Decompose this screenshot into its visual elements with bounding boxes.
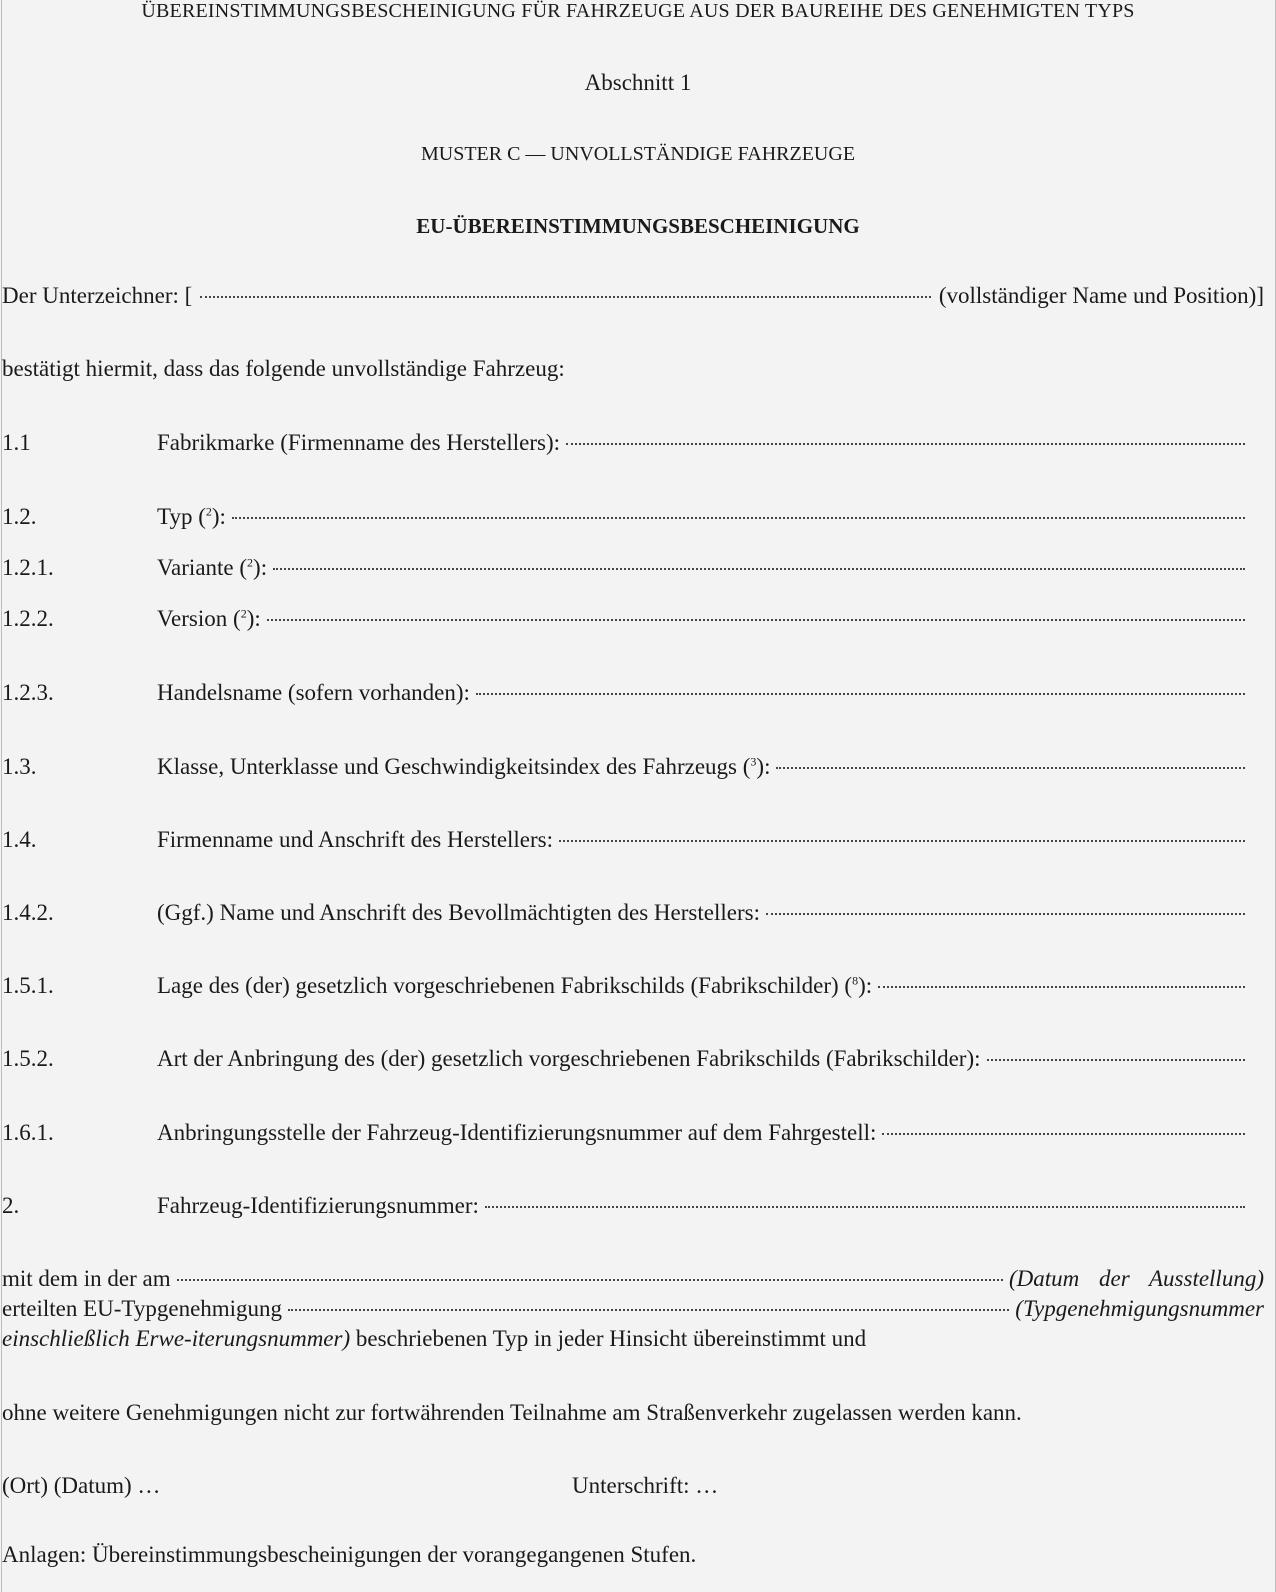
place-date-field[interactable]: (Ort) (Datum) …	[2, 1473, 161, 1498]
item-label-tail: ):	[756, 754, 771, 779]
item-fill-line[interactable]	[987, 1058, 1245, 1061]
item-label-main: Variante (	[157, 555, 248, 580]
item-number: 1.6.1.	[2, 1120, 54, 1145]
form-item-row	[0, 430, 1245, 460]
approval-date-fill-line[interactable]	[177, 1278, 1003, 1281]
intro-text: bestätigt hiermit, dass das folgende unvollständige Fahrzeug:	[2, 356, 565, 381]
item-label-text	[157, 504, 226, 530]
item-label-text	[157, 555, 267, 581]
approval-number-fill-line[interactable]	[288, 1308, 1009, 1311]
form-item-row	[0, 555, 1245, 585]
item-label	[157, 900, 1245, 926]
item-fill-line[interactable]	[273, 567, 1245, 570]
form-item-row	[0, 1193, 1245, 1223]
item-label-text	[157, 430, 560, 456]
item-label	[157, 504, 1245, 530]
form-item-row	[0, 606, 1245, 636]
item-label-main: Art der Anbringung des (der) gesetzlich vorgeschriebenen Fabrikschilds (Fabrikschilder):	[157, 1046, 981, 1071]
item-number: 1.4.	[2, 827, 37, 852]
item-label-text	[157, 1120, 876, 1146]
item-number: 1.2.3.	[2, 680, 54, 705]
item-label	[157, 606, 1245, 632]
item-label-text	[157, 680, 470, 706]
item-label-text	[157, 1193, 479, 1219]
signer-label: Der Unterzeichner: [	[2, 283, 193, 308]
item-label-main: Firmenname und Anschrift des Herstellers:	[157, 827, 554, 852]
item-label-text	[157, 973, 872, 999]
footnote-marker: 8	[852, 973, 859, 988]
item-number: 1.1	[2, 430, 31, 455]
approval-date-note: (Datum der Ausstellung)	[1008, 1266, 1264, 1291]
item-number: 1.2.2.	[2, 606, 54, 631]
item-label-main: Version (	[157, 606, 241, 631]
item-number: 1.2.	[2, 504, 37, 529]
signature-field[interactable]: Unterschrift: …	[572, 1473, 719, 1498]
form-item-row	[0, 680, 1245, 710]
approval-line-1	[2, 1266, 1264, 1292]
item-label-main: Fabrikmarke (Firmenname des Herstellers):	[157, 430, 561, 455]
item-label-tail: ):	[211, 504, 226, 529]
form-item-row	[0, 504, 1245, 534]
item-fill-line[interactable]	[882, 1132, 1245, 1135]
item-number: 1.5.2.	[2, 1046, 54, 1071]
conclusion-text: ohne weitere Genehmigungen nicht zur fortwährenden Teilnahme am Straßenverkehr zugelassen werden kann.	[2, 1400, 1022, 1425]
item-label-tail: ):	[246, 606, 261, 631]
item-label	[157, 1046, 1245, 1072]
item-fill-line[interactable]	[566, 442, 1245, 445]
approval-line-3-text: beschriebenen Typ in jeder Hinsicht übereinstimmt und	[350, 1326, 867, 1351]
item-fill-line[interactable]	[766, 912, 1245, 915]
item-number: 1.2.1.	[2, 555, 54, 580]
extension-number-note: einschließlich Erwe-iterungsnummer)	[2, 1326, 351, 1351]
item-number: 1.5.1.	[2, 973, 54, 998]
item-label-main: Handelsname (sofern vorhanden):	[157, 680, 470, 705]
item-label-text	[157, 900, 760, 926]
approval-line-2	[2, 1296, 1264, 1322]
item-label	[157, 430, 1245, 456]
item-label-main: (Ggf.) Name und Anschrift des Bevollmächtigten des Herstellers:	[157, 900, 760, 925]
certificate-title: EU-ÜBEREINSTIMMUNGSBESCHEINIGUNG	[416, 214, 860, 238]
approval-number-label: erteilten EU-Typgenehmigung	[2, 1296, 283, 1321]
section-title: Abschnitt 1	[584, 70, 692, 95]
form-item-row	[0, 1046, 1245, 1076]
footnote-marker: 3	[750, 754, 757, 769]
signer-fill-line[interactable]	[200, 295, 931, 298]
item-label	[157, 1120, 1245, 1146]
item-label-tail: ):	[253, 555, 268, 580]
item-number: 2.	[2, 1193, 20, 1218]
item-label	[157, 680, 1245, 706]
item-label-text	[157, 754, 770, 780]
item-fill-line[interactable]	[267, 618, 1245, 621]
item-fill-line[interactable]	[878, 985, 1245, 988]
signer-line	[2, 283, 1264, 309]
item-label	[157, 1193, 1245, 1219]
footnote-marker: 2	[205, 504, 212, 519]
approval-number-note: (Typgenehmigungsnummer	[1015, 1296, 1264, 1321]
item-label	[157, 973, 1245, 999]
item-label-main: Lage des (der) gesetzlich vorgeschriebenen Fabrikschilds (Fabrikschilder) (	[157, 973, 853, 998]
item-fill-line[interactable]	[476, 692, 1245, 695]
form-item-row	[0, 973, 1245, 1003]
item-label-text	[157, 1046, 981, 1072]
item-fill-line[interactable]	[232, 516, 1245, 519]
item-label-main: Anbringungsstelle der Fahrzeug-Identifizierungsnummer auf dem Fahrgestell:	[157, 1120, 877, 1145]
item-fill-line[interactable]	[559, 839, 1245, 842]
footnote-marker: 2	[247, 555, 254, 570]
item-label-main: Fahrzeug-Identifizierungsnummer:	[157, 1193, 479, 1218]
item-number: 1.4.2.	[2, 900, 54, 925]
form-item-row	[0, 900, 1245, 930]
item-fill-line[interactable]	[776, 766, 1245, 769]
item-number: 1.3.	[2, 754, 37, 779]
item-label-tail: ):	[858, 973, 873, 998]
item-label-main: Typ (	[157, 504, 206, 529]
approval-date-label: mit dem in der am	[2, 1266, 171, 1291]
item-label	[157, 827, 1245, 853]
form-item-row	[0, 827, 1245, 857]
item-label-text	[157, 606, 261, 632]
form-item-row	[0, 1120, 1245, 1150]
approval-line-3	[2, 1326, 866, 1352]
item-label	[157, 754, 1245, 780]
attachments-text: Anlagen: Übereinstimmungsbescheinigungen der vorangegangenen Stufen.	[2, 1542, 697, 1567]
item-label	[157, 555, 1245, 581]
footnote-marker: 2	[240, 606, 247, 621]
signer-note: (vollständiger Name und Position)]	[938, 283, 1264, 308]
item-label-main: Klasse, Unterklasse und Geschwindigkeitsindex des Fahrzeugs (	[157, 754, 751, 779]
document-header: ÜBEREINSTIMMUNGSBESCHEINIGUNG FÜR FAHRZEUGE AUS DER BAUREIHE DES GENEHMIGTEN TYPS	[141, 0, 1135, 22]
item-fill-line[interactable]	[485, 1205, 1245, 1208]
item-label-text	[157, 827, 553, 853]
model-title: MUSTER C — UNVOLLSTÄNDIGE FAHRZEUGE	[420, 143, 856, 165]
form-item-row	[0, 754, 1245, 784]
